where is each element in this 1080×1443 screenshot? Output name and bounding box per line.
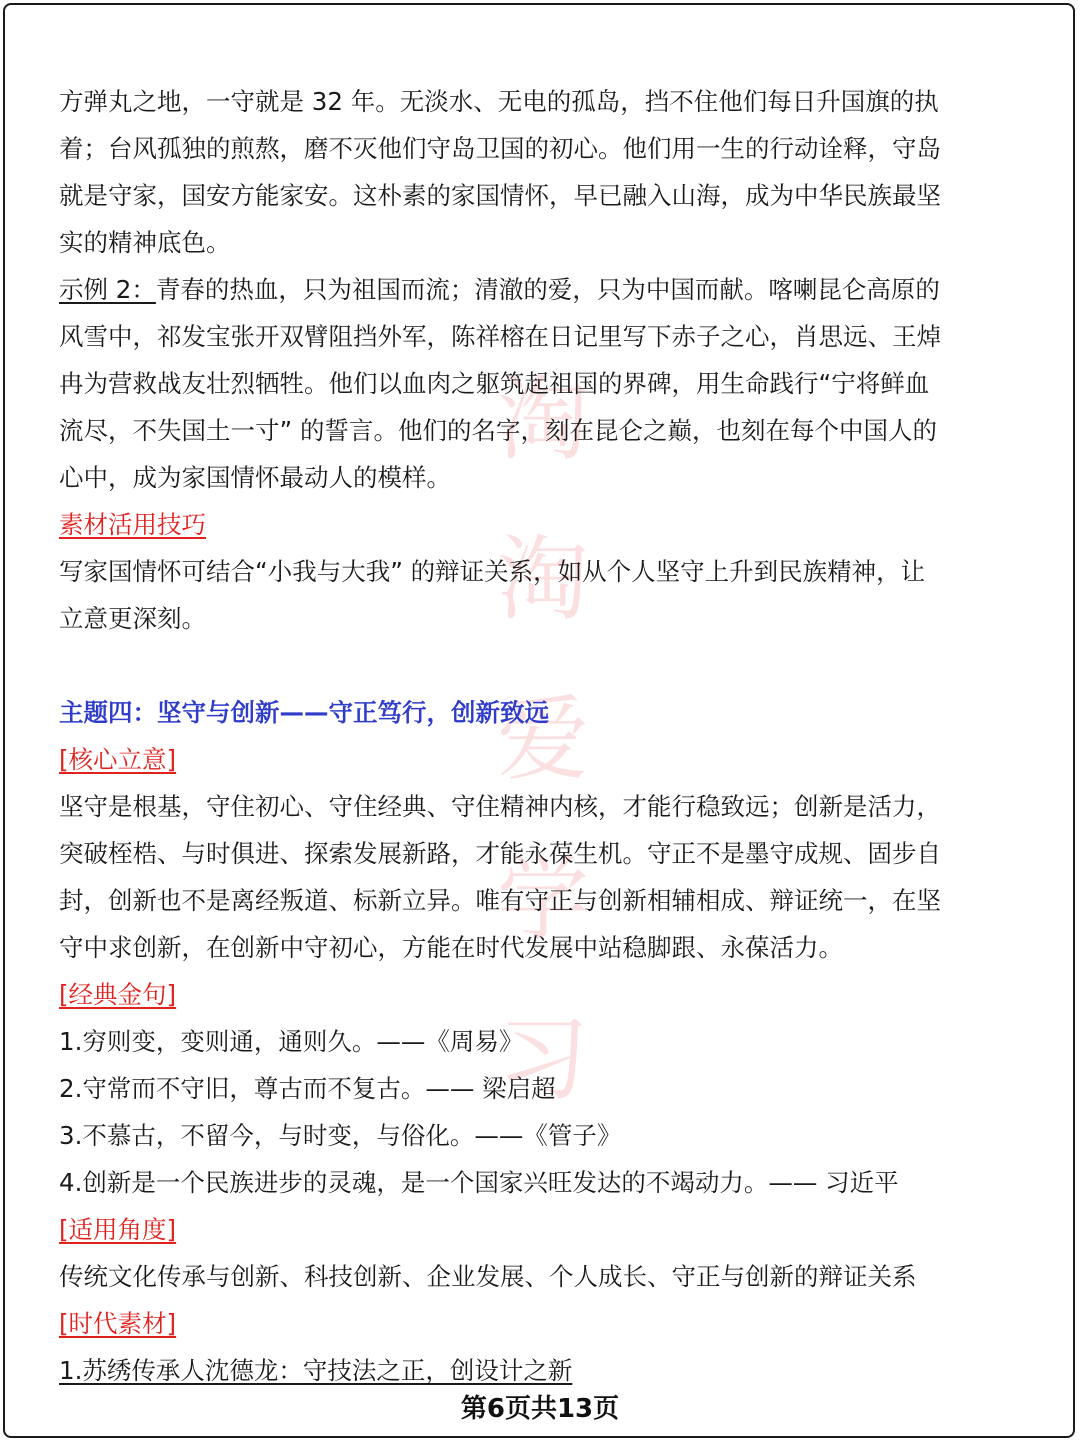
era-heading-text: [时代素材]	[59, 1309, 177, 1338]
paragraph-line: 写家国情怀可结合“小我与大我” 的辩证关系，如从个人坚守上升到民族精神，让	[59, 557, 926, 586]
paragraph-line: 冉为营救战友壮烈牺牲。他们以血肉之躯筑起祖国的界碑，用生命践行“宁将鲜血	[59, 369, 930, 398]
paragraph-line: 风雪中，祁发宝张开双臂阻挡外军，陈祥榕在日记里写下赤子之心，肖思远、王焯	[59, 322, 941, 351]
skill-heading-text: 素材活用技巧	[59, 510, 206, 539]
watermark-char: 爱	[496, 686, 589, 793]
paragraph-line: 就是守家，国安方能家安。这朴素的家国情怀，早已融入山海，成为中华民族最坚	[59, 181, 941, 210]
quotes-heading-text: [经典金句]	[59, 980, 177, 1009]
watermark-char: 习	[496, 1006, 589, 1113]
era-material-item	[59, 1347, 1019, 1394]
watermark-char: 学	[496, 846, 589, 953]
example-2-line	[59, 266, 1019, 313]
section-heading-era	[59, 1300, 1019, 1347]
section-heading-core	[59, 736, 1019, 783]
document-body	[59, 78, 1019, 1394]
core-heading-text: [核心立意]	[59, 745, 177, 774]
section-heading-quotes	[59, 971, 1019, 1018]
section-heading-skill	[59, 501, 1019, 548]
example-2-text: 青春的热血，只为祖国而流；清澈的爱，只为中国而献。喀喇昆仑高原的	[155, 275, 940, 304]
paragraph-line: 突破桎梏、与时俱进、探索发展新路，才能永葆生机。守正不是墨守成规、固步自	[59, 839, 941, 868]
page-number: 第6页共13页	[460, 1394, 620, 1424]
paragraph-line: 着；台风孤独的煎熬，磨不灭他们守岛卫国的初心。他们用一生的行动诠释，守岛	[59, 134, 941, 163]
paragraph-line: 守中求创新，在创新中守初心，方能在时代发展中站稳脚跟、永葆活力。	[59, 933, 843, 962]
quote-item: 3.不慕古，不留今，与时变，与俗化。——《管子》	[59, 1121, 622, 1150]
theme-4-title: 主题四：坚守与创新——守正笃行，创新致远	[59, 698, 549, 727]
angle-heading-text: [适用角度]	[59, 1215, 177, 1244]
section-heading-angle	[59, 1206, 1019, 1253]
quote-item: 1.穷则变，变则通，通则久。——《周易》	[59, 1027, 524, 1056]
paragraph-line: 立意更深刻。	[59, 604, 206, 633]
paragraph-line: 实的精神底色。	[59, 228, 231, 257]
quote-item: 2.守常而不守旧，尊古而不复古。—— 梁启超	[59, 1074, 556, 1103]
era-item-text: 1.苏绣传承人沈德龙：守技法之正，创设计之新	[59, 1356, 573, 1385]
spacer	[59, 642, 1019, 689]
quote-item: 4.创新是一个民族进步的灵魂，是一个国家兴旺发达的不竭动力。—— 习近平	[59, 1168, 899, 1197]
example-2-label: 示例 2：	[59, 275, 156, 304]
paragraph-line: 方弹丸之地，一守就是 32 年。无淡水、无电的孤岛，挡不住他们每日升国旗的执	[59, 87, 939, 116]
watermark-char: 淘	[496, 366, 589, 473]
paragraph-line: 心中，成为家国情怀最动人的模样。	[59, 463, 451, 492]
watermark-char: 淘	[496, 526, 589, 633]
paragraph-line: 坚守是根基，守住初心、守住经典、守住精神内核，才能行稳致远；创新是活力，	[59, 792, 941, 821]
paragraph-line: 流尽，不失国土一寸” 的誓言。他们的名字，刻在昆仑之巅，也刻在每个中国人的	[59, 416, 937, 445]
paragraph-line: 传统文化传承与创新、科技创新、企业发展、个人成长、守正与创新的辩证关系	[59, 1262, 917, 1291]
paragraph-line: 封，创新也不是离经叛道、标新立异。唯有守正与创新相辅相成、辩证统一，在坚	[59, 886, 941, 915]
